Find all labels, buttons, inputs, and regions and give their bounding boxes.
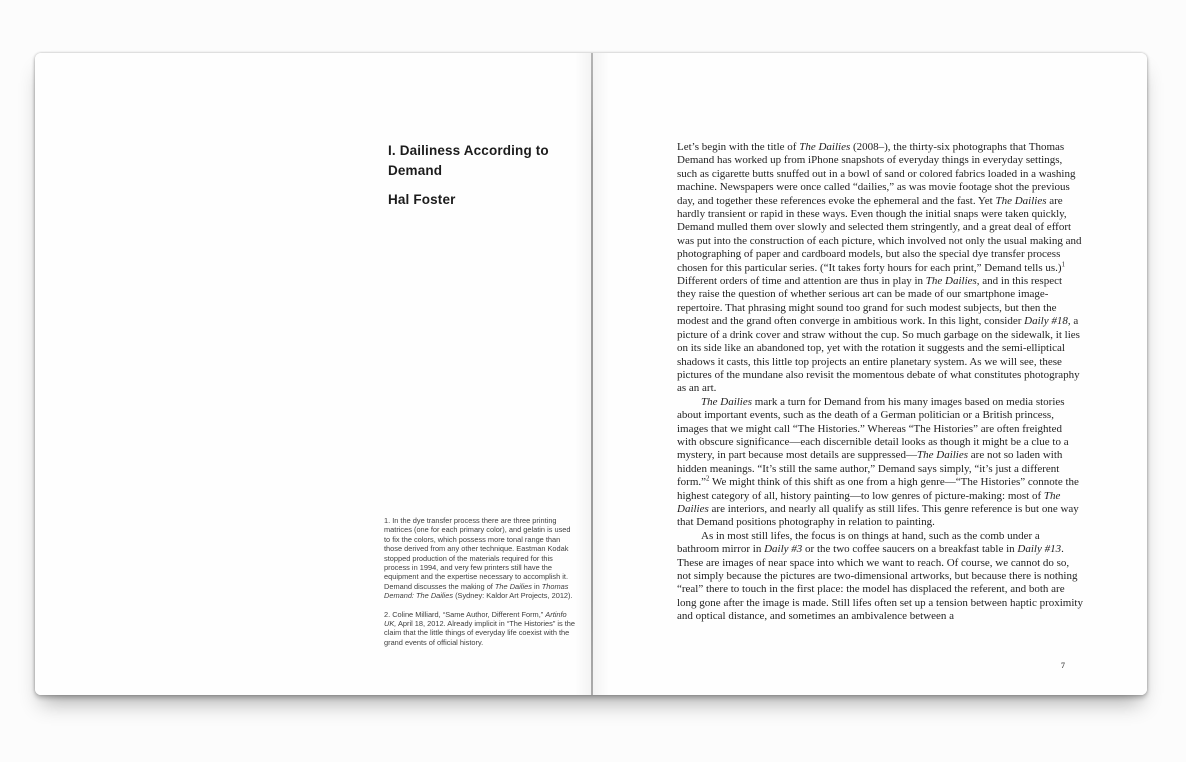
body-paragraph: Let’s begin with the title of The Dailies (2008–), the thirty-six photographs that Thomas Demand has worked up from iPhone snapshots of everyday things in everyday settings, such as cigarette butts snuffed out in a bowl of sand or colored fabrics loaded in a washing machine. Newspapers were once called “dailies,” as was movie footage shot the previous day, and together these references evoke the ephemeral and the fast. Yet The Dailies are hardly transient or rapid in these ways. Even though the initial snaps were taken quickly, Demand mulled them over slowly and selected them stringently, and a great deal of effort was put into the construction of each picture, which involved not only the usual making and photographing of paper and cardboard models, but also the special dye transfer process chosen for this particular series. (“It takes forty hours for each print,” Demand tells us.)$^1$ Different orders of time and attention are thus in play in The Dailies, and in this respect they raise the question of whether serious art can be made of our smartphone image-repertoire. That phrasing might sound too grand for such modest subjects, but then the modest and the grand often converge in ambitious work. In this light, consider Daily #18, a picture of a drink cover and straw without the cup. So much garbage on the sidewalk, it lies on its side like an abandoned top, yet with the rotation it suggests and the semi-elliptical shadows it casts, this little top projects an entire planetary system. As we will see, these pictures of the mundane also revisit the momentous debate of what constitutes photography as an art. (677, 141, 1082, 395)
page-right (593, 53, 1147, 695)
essay-title (388, 141, 573, 181)
essay-title-line1: I. Dailiness According to (388, 143, 549, 158)
essay-author: Hal Foster (388, 192, 456, 207)
page-number: 7 (1061, 661, 1065, 670)
title-block (388, 141, 573, 210)
book-spread (35, 53, 1147, 695)
essay-body (677, 141, 1083, 624)
footnote: 1. In the dye transfer process there are three printing matrices (one for each primary color), and gelatin is used to fix the colors, which possess more tonal range than those derived from any other technique. Eastman Kodak stopped production of the materials required for this process in 1994, and very few printers still have the equipment and the expertise necessary to accomplish it. Demand discusses the making of The Dailies in Thomas Demand: The Dailies (Sydney: Kaldor Art Projects, 2012). (384, 516, 573, 601)
footnote: 2. Coline Milliard, “Same Author, Different Form,” Artinfo UK, April 18, 2012. Already implicit in “The Histories” is the claim that the little things of everyday life coexist with the grand events of official history. (384, 609, 576, 647)
page-left (35, 53, 591, 695)
footnotes-block (384, 516, 577, 656)
body-paragraph: As in most still lifes, the focus is on things at hand, such as the comb under a bathroom mirror in Daily #3 or the two coffee saucers on a breakfast table in Daily #13. These are images of near space into which we want to reach. Of course, we cannot do so, not simply because the pictures are two-dimensional artworks, but because there is nothing “real” there to touch in the first place: the model has displaced the referent, and both are long gone after the image is made. Still lifes often set up a tension between haptic proximity and optical distance, and sometimes an ambivalence between a (677, 529, 1083, 623)
essay-title-line2: Demand (388, 163, 443, 178)
body-paragraph: The Dailies mark a turn for Demand from his many images based on media stories about important events, such as the death of a German politician or a British princess, images that we might call “The Histories.” Whereas “The Histories” are often freighted with obscure significance—each discernible detail looks as though it might be a clue to a mystery, in part because most details are suppressed—The Dailies are not so laden with hidden meanings. “It’s still the same author,” Demand says simply, “it’s just a different form.”$^2$ We might think of this shift as one from a high genre—“The Histories” connote the highest category of all, history painting—to low genres of picture-making: most of The Dailies are interiors, and nearly all qualify as still lifes. This genre reference is but one way that Demand positions photography in relation to painting. (677, 395, 1079, 529)
